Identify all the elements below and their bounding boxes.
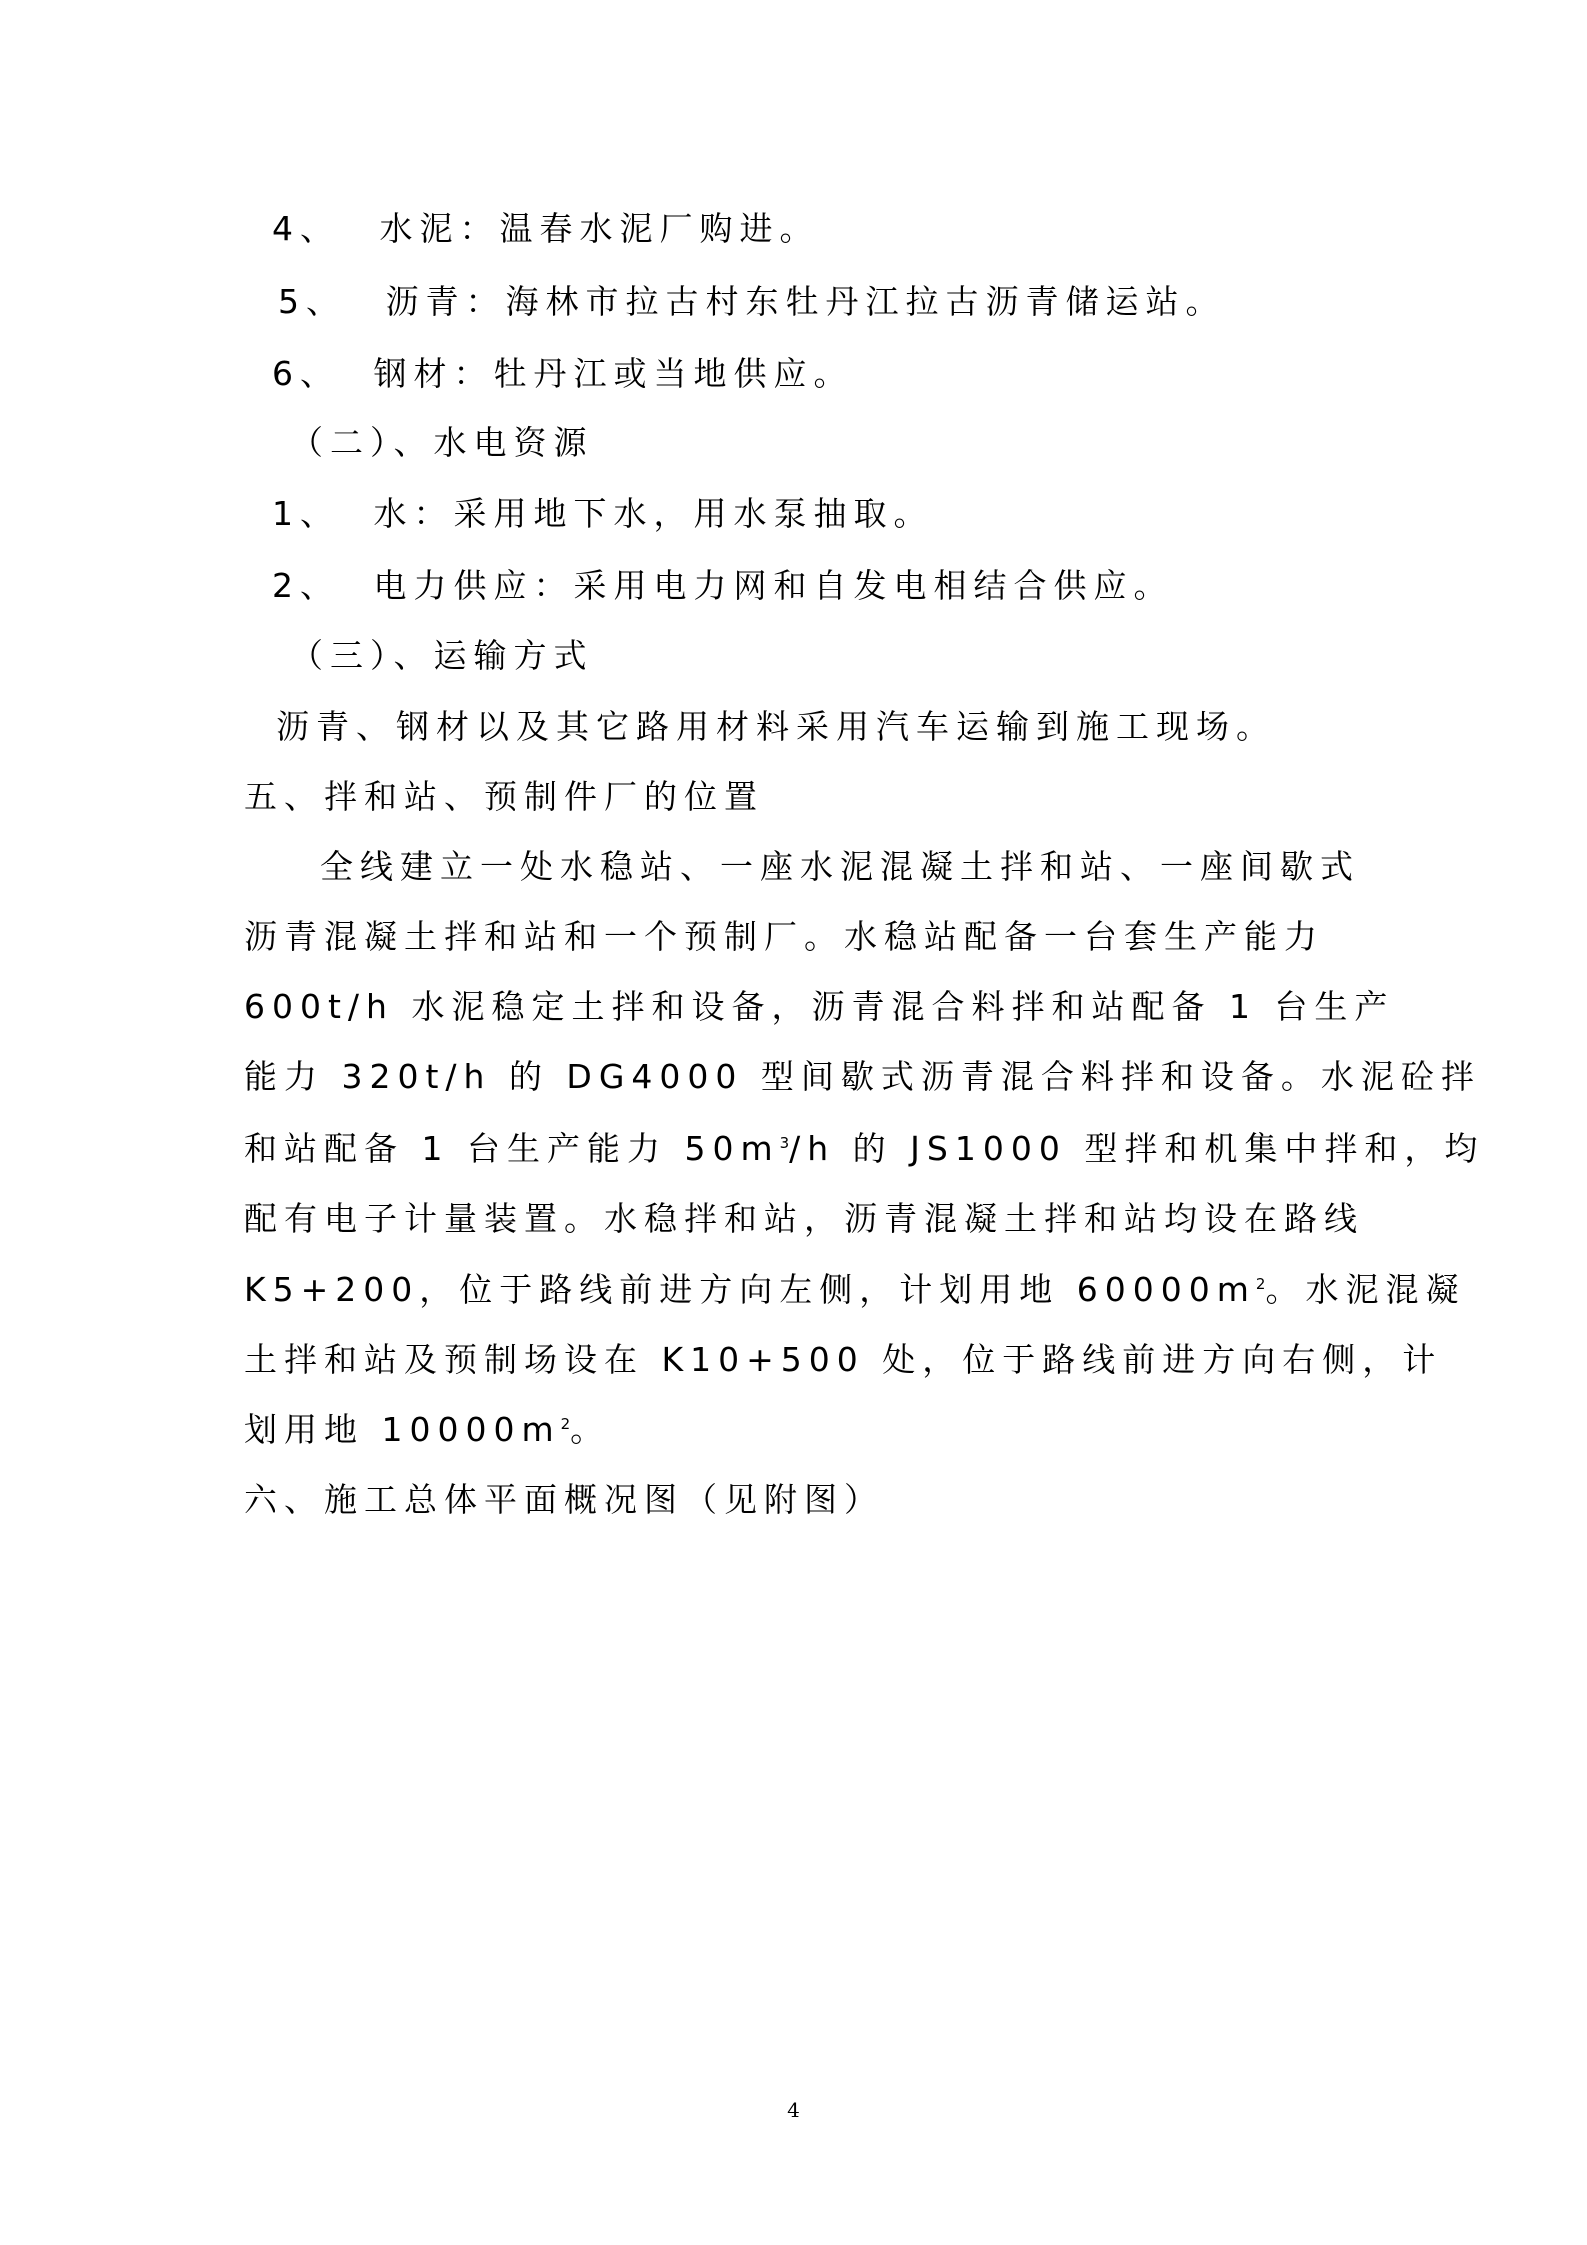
page-number: 4 bbox=[787, 2098, 800, 2122]
list-number: 6、 bbox=[272, 354, 340, 393]
paragraph-line: 土拌和站及预制场设在 K10+500 处，位于路线前进方向右侧，计 bbox=[244, 1340, 1443, 1379]
section-6-heading: 六、施工总体平面概况图（见附图） bbox=[244, 1480, 884, 1519]
paragraph-line: 全线建立一处水稳站、一座水泥混凝土拌和站、一座间歇式 bbox=[320, 847, 1360, 886]
transport-text: 沥青、钢材以及其它路用材料采用汽车运输到施工现场。 bbox=[276, 707, 1276, 746]
list-text: 电力供应：采用电力网和自发电相结合供应。 bbox=[373, 566, 1174, 605]
text-segment: 。水泥混凝 bbox=[1265, 1270, 1466, 1309]
text-segment: 划用地 10000m bbox=[244, 1410, 561, 1449]
list-item-steel bbox=[272, 352, 854, 396]
superscript: 2 bbox=[560, 1415, 571, 1433]
paragraph-line: 沥青混凝土拌和站和一个预制厂。水稳站配备一台套生产能力 bbox=[244, 917, 1324, 956]
list-item-asphalt bbox=[278, 280, 1226, 324]
list-text: 水泥：温春水泥厂购进。 bbox=[379, 209, 820, 248]
text-segment: /h 的 JS1000 型拌和机集中拌和，均 bbox=[789, 1129, 1485, 1168]
list-item-water bbox=[272, 492, 934, 536]
paragraph-line: 配有电子计量装置。水稳拌和站，沥青混凝土拌和站均设在路线 bbox=[244, 1199, 1364, 1238]
list-number: 2、 bbox=[272, 566, 340, 605]
paragraph-line: 能力 320t/h 的 DG4000 型间歇式沥青混合料拌和设备。水泥砼拌 bbox=[244, 1057, 1481, 1096]
list-item-cement bbox=[272, 207, 820, 251]
list-text: 钢材：牡丹江或当地供应。 bbox=[373, 354, 854, 393]
text-segment: K5+200，位于路线前进方向左侧，计划用地 60000m bbox=[244, 1270, 1256, 1309]
list-item-power bbox=[272, 564, 1174, 608]
subheading-transport: （三）、运输方式 bbox=[290, 636, 594, 675]
list-number: 5、 bbox=[278, 282, 346, 321]
subheading-water-power: （二）、水电资源 bbox=[290, 423, 594, 462]
paragraph-line: 600t/h 水泥稳定土拌和设备，沥青混合料拌和站配备 1 台生产 bbox=[244, 987, 1395, 1026]
paragraph-line bbox=[244, 1268, 1465, 1312]
list-text: 沥青：海林市拉古村东牡丹江拉古沥青储运站。 bbox=[385, 282, 1226, 321]
text-segment: 和站配备 1 台生产能力 50m bbox=[244, 1129, 780, 1168]
superscript: 2 bbox=[1255, 1275, 1266, 1293]
superscript: 3 bbox=[779, 1134, 790, 1152]
list-text: 水：采用地下水，用水泵抽取。 bbox=[373, 494, 934, 533]
list-number: 4、 bbox=[272, 209, 340, 248]
list-number: 1、 bbox=[272, 494, 340, 533]
section-5-heading: 五、拌和站、预制件厂的位置 bbox=[244, 777, 764, 816]
text-segment: 。 bbox=[570, 1410, 611, 1449]
paragraph-line bbox=[244, 1127, 1484, 1171]
paragraph-line bbox=[244, 1408, 610, 1452]
